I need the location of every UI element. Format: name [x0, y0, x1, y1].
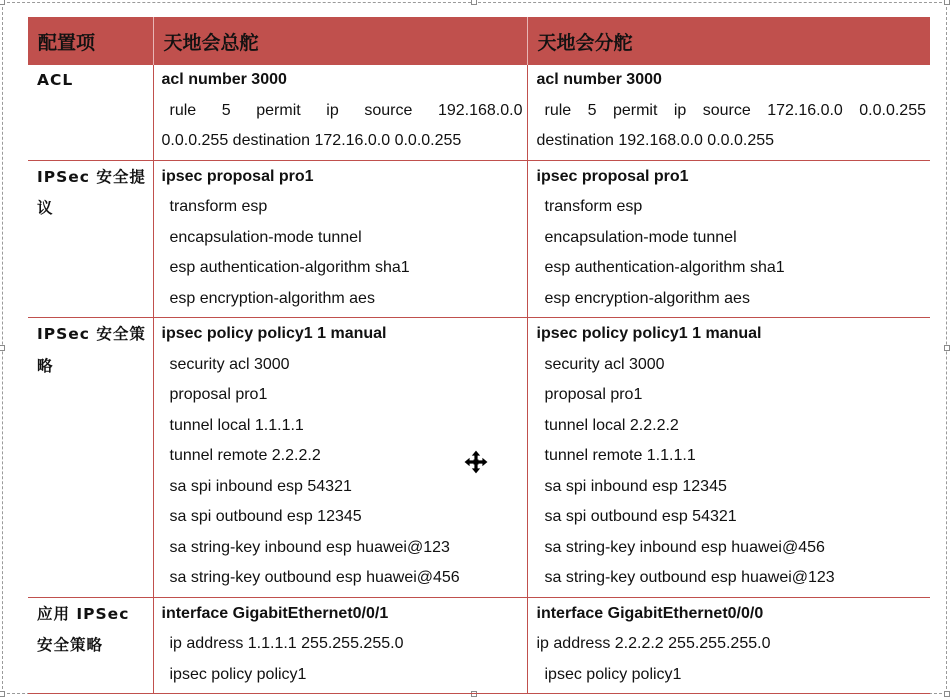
- branch-config-cell: [527, 597, 930, 694]
- config-command-line: sa spi outbound esp 54321: [544, 508, 737, 525]
- config-command-line: ipsec policy policy1: [544, 665, 682, 683]
- config-item-label: ACL: [37, 71, 74, 89]
- config-command-line: esp encryption-algorithm aes: [544, 289, 750, 307]
- config-item-label: 应用 IPSec 安全策略: [37, 604, 130, 654]
- config-command-line: destination 192.168.0.0 0.0.0.255: [536, 132, 775, 149]
- config-command-line: ip address 1.1.1.1 255.255.255.0: [169, 635, 404, 652]
- config-command-line: transform esp: [169, 198, 268, 215]
- config-command-header: ipsec proposal pro1: [161, 167, 314, 185]
- config-item-cell: [28, 65, 153, 160]
- config-command-line: security acl 3000: [544, 355, 665, 373]
- config-command-line: esp authentication-algorithm sha1: [169, 259, 410, 276]
- config-command-line: sa spi inbound esp 12345: [544, 477, 727, 495]
- config-command-line: 0.0.0.255 destination 172.16.0.0 0.0.0.255: [161, 132, 462, 149]
- config-item-label: IPSec 安全提议: [37, 167, 146, 217]
- config-item-cell: [28, 160, 153, 318]
- config-command-line: sa string-key inbound esp huawei@456: [544, 538, 825, 556]
- table-row: [28, 597, 930, 694]
- config-item-cell: [28, 597, 153, 694]
- config-command-line: tunnel local 1.1.1.1: [169, 416, 304, 434]
- branch-config-cell: [527, 160, 930, 318]
- branch-config-cell: [527, 65, 930, 160]
- config-command-line: sa string-key inbound esp huawei@123: [169, 538, 450, 556]
- table-row: [28, 65, 930, 160]
- config-command-header: acl number 3000: [161, 71, 287, 88]
- move-cursor-icon: [463, 449, 489, 475]
- config-command-line: tunnel local 2.2.2.2: [544, 416, 679, 434]
- resize-handle-bottom-right[interactable]: [944, 691, 950, 697]
- table-row: [28, 160, 930, 318]
- header-headquarters: 天地会总舵: [153, 17, 527, 65]
- headquarters-config-cell: [153, 65, 527, 160]
- header-config-item: 配置项: [28, 17, 153, 65]
- config-command-line: proposal pro1: [169, 386, 268, 403]
- config-command-line: sa string-key outbound esp huawei@123: [544, 569, 835, 586]
- config-command-line: encapsulation-mode tunnel: [169, 228, 362, 246]
- resize-handle-top[interactable]: [471, 0, 477, 5]
- header-branch: 天地会分舵: [527, 17, 930, 65]
- config-command-line: tunnel remote 2.2.2.2: [169, 447, 321, 464]
- resize-handle-right[interactable]: [944, 345, 950, 351]
- config-command-header: acl number 3000: [536, 71, 662, 88]
- headquarters-config-cell: [153, 160, 527, 318]
- config-command-line: ip address 2.2.2.2 255.255.255.0: [536, 635, 771, 652]
- config-command-line: sa string-key outbound esp huawei@456: [169, 569, 460, 586]
- config-command-header: interface GigabitEthernet0/0/1: [161, 604, 389, 622]
- config-command-line: security acl 3000: [169, 355, 290, 373]
- config-item-cell: [28, 318, 153, 598]
- headquarters-config-cell: [153, 597, 527, 694]
- config-command-line: esp authentication-algorithm sha1: [544, 259, 785, 276]
- config-command-line: rule 5 permit ip source 172.16.0.0 0.0.0.255: [544, 101, 926, 119]
- ipsec-config-table: [28, 17, 930, 694]
- config-command-line: ipsec policy policy1: [169, 665, 307, 683]
- resize-handle-top-left[interactable]: [0, 0, 5, 5]
- config-command-line: rule 5 permit ip source 192.168.0.0: [169, 101, 523, 119]
- config-command-header: interface GigabitEthernet0/0/0: [536, 604, 764, 622]
- branch-config-cell: [527, 318, 930, 598]
- config-command-line: tunnel remote 1.1.1.1: [544, 447, 696, 464]
- config-command-line: proposal pro1: [544, 386, 643, 403]
- config-command-header: ipsec proposal pro1: [536, 167, 689, 185]
- config-command-header: ipsec policy policy1 1 manual: [536, 325, 762, 342]
- config-command-line: esp encryption-algorithm aes: [169, 289, 375, 307]
- config-command-header: ipsec policy policy1 1 manual: [161, 325, 387, 342]
- config-command-line: sa spi outbound esp 12345: [169, 508, 362, 525]
- config-command-line: sa spi inbound esp 54321: [169, 477, 352, 495]
- resize-handle-top-right[interactable]: [944, 0, 950, 5]
- resize-handle-bottom-left[interactable]: [0, 691, 5, 697]
- config-command-line: encapsulation-mode tunnel: [544, 228, 737, 246]
- resize-handle-left[interactable]: [0, 345, 5, 351]
- table-header-row: [28, 17, 930, 65]
- config-item-label: IPSec 安全策略: [37, 325, 146, 375]
- config-command-line: transform esp: [544, 198, 643, 215]
